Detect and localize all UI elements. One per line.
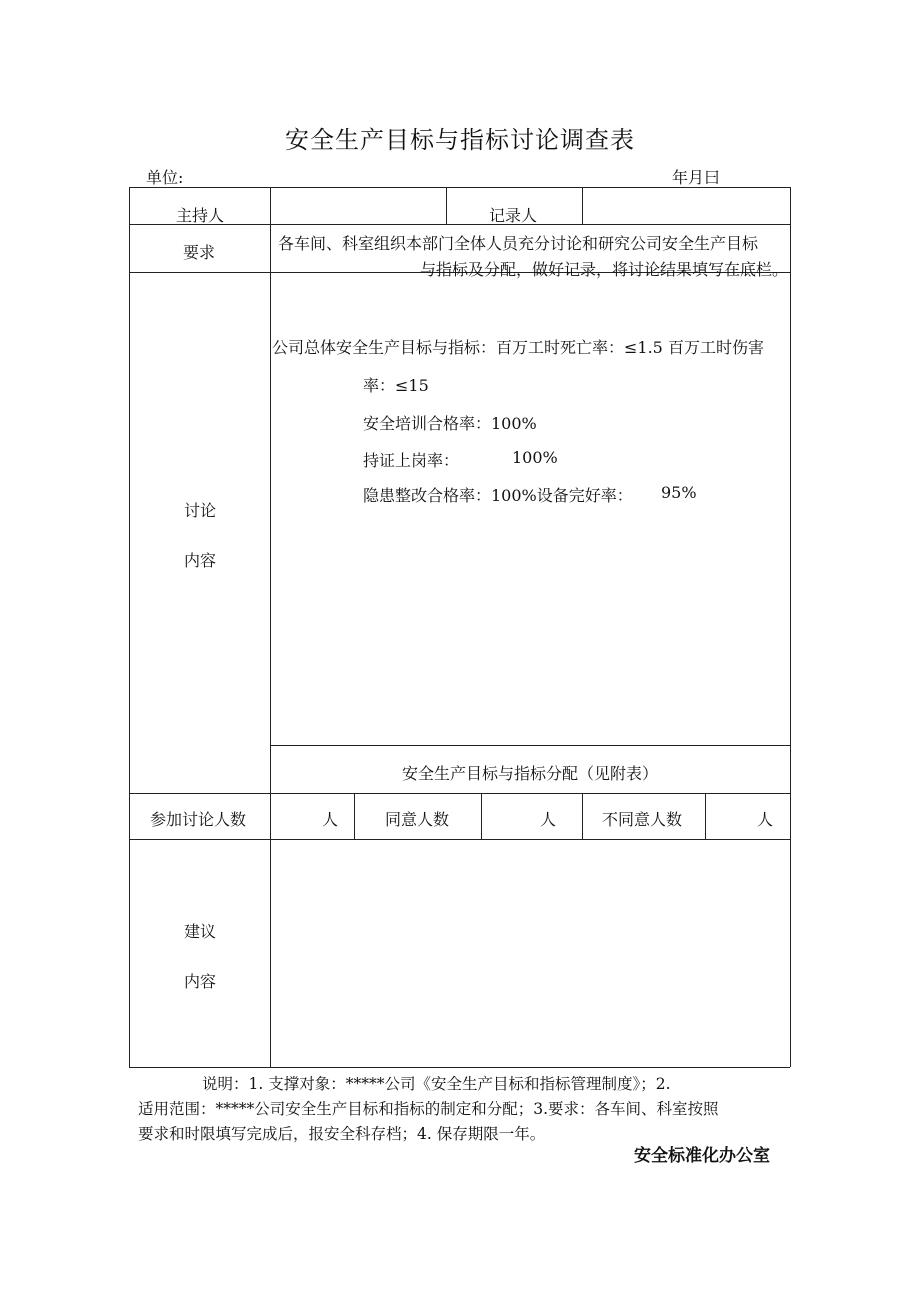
requirement-text — [278, 231, 788, 283]
discussion-value: 100% — [512, 448, 558, 467]
suggestion-field[interactable] — [271, 840, 789, 1066]
discussion-line: 隐患整改合格率：100%设备完好率： — [363, 486, 633, 505]
form-title: 安全生产目标与指标讨论调查表 — [285, 126, 635, 154]
notes — [138, 1072, 788, 1147]
column-divider — [705, 793, 706, 839]
disagree-label: 不同意人数 — [602, 810, 683, 829]
disagree-unit: 人 — [757, 810, 774, 829]
note-line: 要求和时限填写完成后，报安全科存档；4. 保存期限一年。 — [138, 1125, 546, 1143]
recorder-label: 记录人 — [489, 206, 538, 225]
note-line: 说明：1. 支撑对象：*****公司《安全生产目标和指标管理制度》；2. — [202, 1075, 671, 1093]
discussion-line: 安全培训合格率：100% — [363, 414, 537, 433]
column-divider — [481, 793, 482, 839]
suggestion-label: 内容 — [184, 972, 217, 991]
participants-unit: 人 — [322, 810, 339, 829]
table-border-left — [129, 187, 130, 1067]
signature: 安全标准化办公室 — [634, 1146, 770, 1166]
column-divider — [582, 793, 583, 839]
agree-label: 同意人数 — [385, 810, 450, 829]
discussion-line: 公司总体安全生产目标与指标：百万工时死亡率：≤1.5 百万工时伤害 — [272, 338, 764, 357]
discussion-label: 内容 — [184, 551, 217, 570]
requirement-label: 要求 — [183, 243, 216, 262]
agree-unit: 人 — [540, 810, 557, 829]
column-divider — [582, 187, 583, 224]
row-divider — [129, 224, 790, 225]
discussion-line: 持证上岗率： — [363, 451, 460, 470]
discussion-value: 95% — [661, 483, 697, 502]
requirement-line: 与指标及分配，做好记录，将讨论结果填写在底栏。 — [419, 260, 788, 279]
host-label: 主持人 — [176, 206, 225, 225]
row-divider — [270, 745, 790, 746]
table-border-bottom — [129, 1067, 790, 1068]
requirement-line: 各车间、科室组织本部门全体人员充分讨论和研究公司安全生产目标 — [278, 234, 759, 253]
allocation-note: 安全生产目标与指标分配（见附表） — [401, 764, 658, 783]
table-border-top — [129, 187, 790, 188]
column-divider — [354, 793, 355, 839]
participants-label: 参加讨论人数 — [150, 810, 247, 829]
unit-label: 单位: — [146, 168, 184, 187]
discussion-label: 讨论 — [184, 501, 217, 520]
discussion-line: 率：≤15 — [363, 376, 429, 395]
column-divider — [446, 187, 447, 224]
table-border-right — [790, 187, 791, 1067]
suggestion-label: 建议 — [184, 922, 217, 941]
date-label: 年月曰 — [672, 168, 721, 187]
note-line: 适用范围：*****公司安全生产目标和指标的制定和分配；3.要求：各车间、科室按照 — [138, 1100, 719, 1118]
row-divider — [129, 793, 790, 794]
